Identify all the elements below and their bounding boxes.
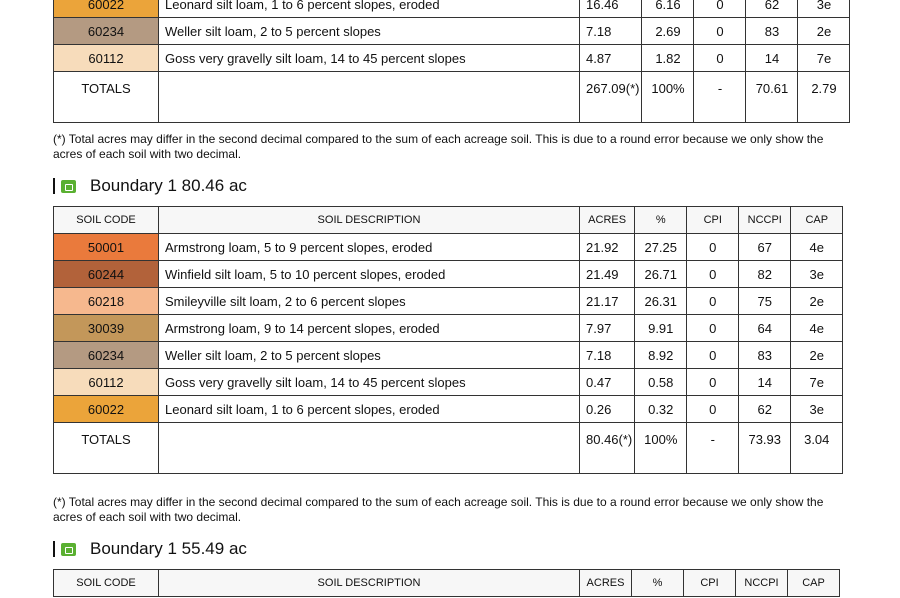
rounding-note: (*) Total acres may differ in the second decimal compared to the sum of each acreage soil. This is due to a round error because we only show the acres of each soil with two decimal. — [53, 495, 824, 524]
cpi-cell: 0 — [694, 0, 746, 18]
percent-cell: 8.92 — [635, 342, 687, 369]
totals-percent: 100% — [642, 72, 694, 123]
acres-cell: 21.17 — [580, 288, 635, 315]
percent-cell: 26.31 — [635, 288, 687, 315]
nccpi-cell: 64 — [739, 315, 791, 342]
acres-cell: 7.97 — [580, 315, 635, 342]
soil-description-cell: Goss very gravelly silt loam, 14 to 45 percent slopes — [159, 369, 580, 396]
cpi-cell: 0 — [687, 315, 739, 342]
soil-description-cell: Leonard silt loam, 1 to 6 percent slopes, eroded — [159, 396, 580, 423]
totals-nccpi: 73.93 — [739, 423, 791, 474]
totals-cpi: - — [694, 72, 746, 123]
soil-row — [54, 342, 843, 369]
soil-row — [54, 0, 850, 18]
acres-cell: 21.92 — [580, 234, 635, 261]
acres-header: ACRES — [580, 570, 632, 597]
soil-row — [54, 45, 850, 72]
soil-description-cell: Weller silt loam, 2 to 5 percent slopes — [159, 18, 580, 45]
rounding-note: (*) Total acres may differ in the second decimal compared to the sum of each acreage soil. This is due to a round error because we only show the acres of each soil with two decimal. — [53, 132, 824, 161]
soil-description-cell: Weller silt loam, 2 to 5 percent slopes — [159, 342, 580, 369]
nccpi-cell: 83 — [739, 342, 791, 369]
cpi-cell: 0 — [694, 18, 746, 45]
totals-cap: 3.04 — [791, 423, 843, 474]
soil-table-body — [54, 0, 850, 123]
cpi-header: CPI — [687, 207, 739, 234]
soil-table-boundary-2 — [53, 569, 840, 597]
soil-description-header: SOIL DESCRIPTION — [159, 207, 580, 234]
cap-cell: 3e — [791, 261, 843, 288]
percent-cell: 9.91 — [635, 315, 687, 342]
header-row — [54, 570, 840, 597]
acres-cell: 0.47 — [580, 369, 635, 396]
nccpi-cell: 67 — [739, 234, 791, 261]
nccpi-header: NCCPI — [739, 207, 791, 234]
acres-cell: 4.87 — [580, 45, 642, 72]
acres-cell: 21.49 — [580, 261, 635, 288]
percent-cell: 6.16 — [642, 0, 694, 18]
totals-cpi: - — [687, 423, 739, 474]
soil-code-header: SOIL CODE — [54, 207, 159, 234]
soil-table-summary — [53, 0, 850, 123]
heading-bar — [53, 178, 55, 194]
percent-header: % — [632, 570, 684, 597]
nccpi-cell: 14 — [739, 369, 791, 396]
soil-table-header — [54, 570, 840, 597]
soil-code-cell: 60112 — [54, 369, 159, 396]
header-row — [54, 207, 843, 234]
soil-code-cell: 60234 — [54, 342, 159, 369]
soil-description-cell: Smileyville silt loam, 2 to 6 percent slopes — [159, 288, 580, 315]
acres-cell: 0.26 — [580, 396, 635, 423]
cap-cell: 2e — [791, 288, 843, 315]
percent-cell: 1.82 — [642, 45, 694, 72]
percent-cell: 2.69 — [642, 18, 694, 45]
totals-acres: 267.09(*) — [580, 72, 642, 123]
percent-cell: 0.32 — [635, 396, 687, 423]
soil-row — [54, 396, 843, 423]
acres-cell: 7.18 — [580, 18, 642, 45]
cap-cell: 3e — [791, 396, 843, 423]
nccpi-cell: 83 — [746, 18, 798, 45]
totals-cap: 2.79 — [798, 72, 850, 123]
totals-label: TOTALS — [54, 72, 159, 123]
soil-code-cell: 60112 — [54, 45, 159, 72]
acres-cell: 16.46 — [580, 0, 642, 18]
cap-header: CAP — [791, 207, 843, 234]
nccpi-cell: 62 — [746, 0, 798, 18]
soil-description-header: SOIL DESCRIPTION — [159, 570, 580, 597]
nccpi-cell: 62 — [739, 396, 791, 423]
percent-cell: 27.25 — [635, 234, 687, 261]
nccpi-cell: 82 — [739, 261, 791, 288]
totals-description-cell — [159, 72, 580, 123]
cap-cell: 2e — [791, 342, 843, 369]
totals-row — [54, 423, 843, 474]
soil-code-cell: 60022 — [54, 396, 159, 423]
soil-code-cell: 60244 — [54, 261, 159, 288]
percent-header: % — [635, 207, 687, 234]
cpi-cell: 0 — [687, 342, 739, 369]
soil-description-cell: Goss very gravelly silt loam, 14 to 45 percent slopes — [159, 45, 580, 72]
soil-description-cell: Armstrong loam, 5 to 9 percent slopes, eroded — [159, 234, 580, 261]
soil-table-boundary-1 — [53, 206, 843, 474]
soil-row — [54, 369, 843, 396]
nccpi-cell: 75 — [739, 288, 791, 315]
soil-description-cell: Leonard silt loam, 1 to 6 percent slopes, eroded — [159, 0, 580, 18]
acres-cell: 7.18 — [580, 342, 635, 369]
percent-cell: 26.71 — [635, 261, 687, 288]
cpi-cell: 0 — [687, 261, 739, 288]
boundary-icon — [61, 180, 76, 193]
heading-bar — [53, 541, 55, 557]
soil-table-header — [54, 207, 843, 234]
soil-row — [54, 288, 843, 315]
soil-description-cell: Armstrong loam, 9 to 14 percent slopes, eroded — [159, 315, 580, 342]
boundary-title: Boundary 1 55.49 ac — [90, 539, 247, 558]
cpi-cell: 0 — [687, 396, 739, 423]
cpi-header: CPI — [684, 570, 736, 597]
soil-code-cell: 60234 — [54, 18, 159, 45]
soil-code-cell: 60022 — [54, 0, 159, 18]
soil-code-header: SOIL CODE — [54, 570, 159, 597]
acres-header: ACRES — [580, 207, 635, 234]
soil-code-cell: 60218 — [54, 288, 159, 315]
totals-percent: 100% — [635, 423, 687, 474]
nccpi-header: NCCPI — [736, 570, 788, 597]
totals-nccpi: 70.61 — [746, 72, 798, 123]
soil-code-cell: 30039 — [54, 315, 159, 342]
boundary-heading-1 — [53, 175, 247, 197]
cpi-cell: 0 — [687, 288, 739, 315]
boundary-heading-2 — [53, 538, 247, 560]
soil-row — [54, 315, 843, 342]
cpi-cell: 0 — [687, 234, 739, 261]
cap-cell: 7e — [798, 45, 850, 72]
nccpi-cell: 14 — [746, 45, 798, 72]
totals-row — [54, 72, 850, 123]
soil-row — [54, 18, 850, 45]
cpi-cell: 0 — [687, 369, 739, 396]
totals-acres: 80.46(*) — [580, 423, 635, 474]
totals-description-cell — [159, 423, 580, 474]
cap-cell: 2e — [798, 18, 850, 45]
cap-cell: 3e — [798, 0, 850, 18]
soil-description-cell: Winfield silt loam, 5 to 10 percent slopes, eroded — [159, 261, 580, 288]
cap-header: CAP — [788, 570, 840, 597]
cap-cell: 4e — [791, 234, 843, 261]
soil-row — [54, 261, 843, 288]
percent-cell: 0.58 — [635, 369, 687, 396]
cpi-cell: 0 — [694, 45, 746, 72]
cap-cell: 4e — [791, 315, 843, 342]
boundary-icon — [61, 543, 76, 556]
totals-label: TOTALS — [54, 423, 159, 474]
soil-code-cell: 50001 — [54, 234, 159, 261]
soil-table-body — [54, 234, 843, 474]
cap-cell: 7e — [791, 369, 843, 396]
soil-row — [54, 234, 843, 261]
boundary-title: Boundary 1 80.46 ac — [90, 176, 247, 195]
